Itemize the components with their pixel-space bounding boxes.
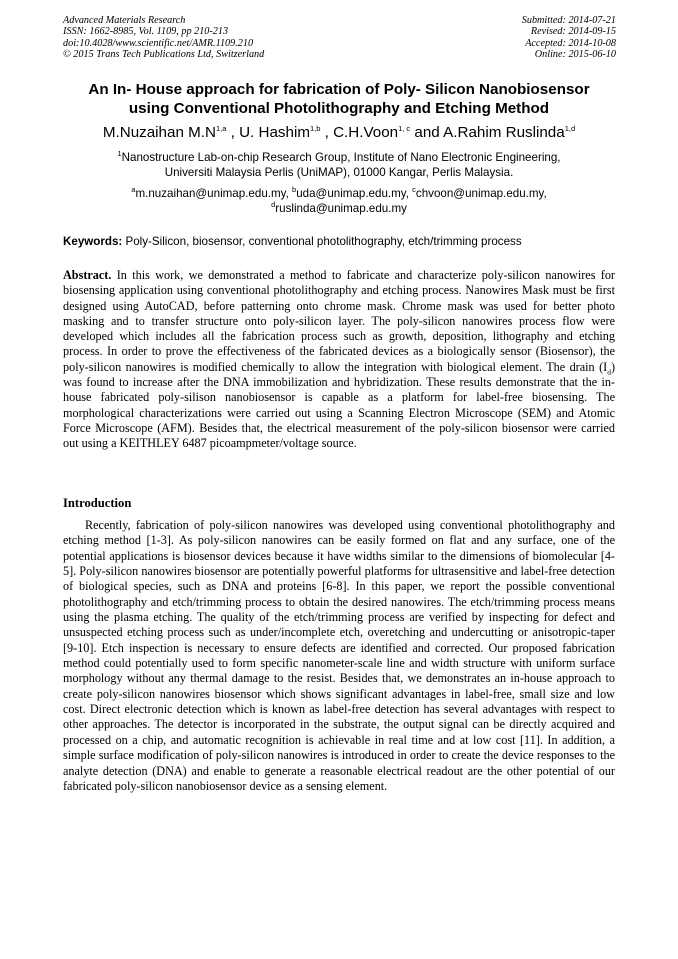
journal-info bbox=[63, 15, 264, 61]
abstract-text: In this work, we demonstrated a method to fabricate and characterize poly-silicon nanowires for biosensing application using conventional photolithography and etching process. Nanowires Mask must be first designed using AutoCAD, before patterning onto chrome mask. Chrome mask was used for better photo masking and to transfer structure onto poly-silicon layer. The poly-silicon nanowires process flow were developed which includes all the fabrication process such as growth, deposition, lithography and etching process. In order to prove the effectiveness of the fabricated devices as a biologically sensor (Biosensor), the poly-silicon nanowires is modified chemically to allow the integration with biological element. The drain (I bbox=[63, 268, 615, 374]
author-name: M.Nuzaihan M.N bbox=[102, 124, 216, 141]
date-submitted: Submitted: 2014-07-21 bbox=[521, 15, 616, 26]
author-name: A.Rahim Ruslinda bbox=[443, 124, 565, 141]
author-separator: , bbox=[226, 124, 240, 141]
keywords-label: Keywords: bbox=[63, 235, 123, 248]
abstract-text-continued: ) was found to increase after the DNA immobilization and hybridization. These results demonstrate that the in-house fabricated poly-silison nanobiosensor is capable as a platform for label-free biosensing. The morphological characterizations were carried out using a Scanning Electron Microscope (SEM) and Atomic Force Microscope (AFM). Besides that, the electrical measurement of the poly-silicon biosensor were carried out using a KEITHLEY 6487 picoampmeter/voltage source. bbox=[63, 359, 615, 451]
title-line-1: An In- House approach for fabrication of Poly- Silicon Nanobiosensor bbox=[88, 81, 590, 98]
email-mark: d bbox=[271, 199, 276, 209]
email-address[interactable]: ruslinda@unimap.edu.my bbox=[275, 201, 407, 215]
title-line-2: using Conventional Photolithography and Etching Method bbox=[128, 100, 550, 117]
author-affil-mark: 1,b bbox=[309, 123, 321, 133]
journal-issn: ISSN: 1662-8985, Vol. 1109, pp 210-213 bbox=[63, 26, 229, 38]
author-emails bbox=[40, 187, 638, 216]
journal-name: Advanced Materials Research bbox=[63, 15, 186, 26]
email-address[interactable]: chvoon@unimap.edu.my, bbox=[415, 187, 547, 200]
publication-dates bbox=[522, 15, 616, 61]
author-affil-mark: 1, c bbox=[398, 123, 411, 133]
author-name: U. Hashim bbox=[239, 124, 310, 141]
abstract bbox=[63, 268, 615, 452]
author-affil-mark: 1,a bbox=[215, 123, 227, 133]
affiliation-mark: 1 bbox=[117, 149, 122, 159]
author-affil-mark: 1,d bbox=[564, 123, 576, 133]
paper-title bbox=[40, 80, 638, 118]
date-revised: Revised: 2014-09-15 bbox=[530, 26, 616, 38]
keywords-text: Poly-Silicon, biosensor, conventional photolithography, etch/trimming process bbox=[122, 235, 522, 248]
abstract-subscript: d bbox=[607, 367, 611, 377]
email-mark: b bbox=[292, 185, 297, 195]
introduction-paragraph: Recently, fabrication of poly-silicon nanowires was developed using conventional photolithography and etching method [1-3]. As poly-silicon nanowires can be easily formed on flat and any surface, one of the potential applications is biosensor devices because it have widths similar to the dimensions of biomolecular [4-5]. Poly-silicon nanowires biosensor are potentially powerful platforms for ultrasensitive and label-free detection of biological species, such as DNA and proteins [6-8]. In this paper, we report the possible conventional photolithography and etch/trimming process to obtain the desired nanowires. The etch/trimming process means using the plasma etching. The quality of the etch/trimming process are verified by inspecting for defect and unsuspected etching process such as under/incomplete etch, overetching and undercutting or anisotropic-taper [9-10]. Etch inspection is necessary to ensure defects are identified and corrected. Our proposed fabrication method could potentially used to form specific nanometer-scale line and width structure with uniform surface morphology without any thermal damage to the resist. Besides that, we demonstrates an in-house approach to create poly-silicon nanowires biosensor which shows significant advantages in label-free, small size and low cost. Direct electronic detection which is known as label-free detection has several advantages with respect to other approaches. The detector is incorporated in the substrate, the output signal can be directly acquired and processed on a chip, and automatic recognition is achievable in real time and at low cost [11]. In addition, a simple surface modification of poly-silicon nanowires is introduced in order to create the device responses to the analyte detection (DNA) and enable to generate a reasonable electrical readout are the other potential of our fabricated poly-silicon nanobiosensor device as a sensing element. bbox=[63, 518, 615, 793]
affiliation-line-1: Nanostructure Lab-on-chip Research Group, Institute of Nano Electronic Engineering, bbox=[121, 151, 561, 164]
email-mark: c bbox=[412, 185, 416, 195]
email-address[interactable]: m.nuzaihan@unimap.edu.my, bbox=[135, 187, 293, 200]
section-heading-introduction: Introduction bbox=[63, 496, 132, 510]
keywords bbox=[63, 235, 623, 249]
affiliation-line-2: Universiti Malaysia Perlis (UniMAP), 01000 Kangar, Perlis Malaysia. bbox=[164, 165, 514, 179]
author-name: C.H.Voon bbox=[333, 124, 399, 141]
affiliation bbox=[40, 151, 638, 180]
email-mark: a bbox=[131, 185, 136, 195]
journal-doi: doi:10.4028/www.scientific.net/AMR.1109.210 bbox=[63, 37, 254, 49]
email-address[interactable]: uda@unimap.edu.my, bbox=[296, 187, 413, 200]
journal-copyright: © 2015 Trans Tech Publications Ltd, Switzerland bbox=[63, 49, 265, 61]
date-accepted: Accepted: 2014-10-08 bbox=[525, 37, 616, 49]
author-separator: , bbox=[320, 124, 334, 141]
date-online: Online: 2015-06-10 bbox=[534, 49, 616, 61]
author-list bbox=[20, 124, 658, 142]
author-separator: and bbox=[410, 124, 444, 141]
abstract-label: Abstract. bbox=[63, 268, 112, 282]
